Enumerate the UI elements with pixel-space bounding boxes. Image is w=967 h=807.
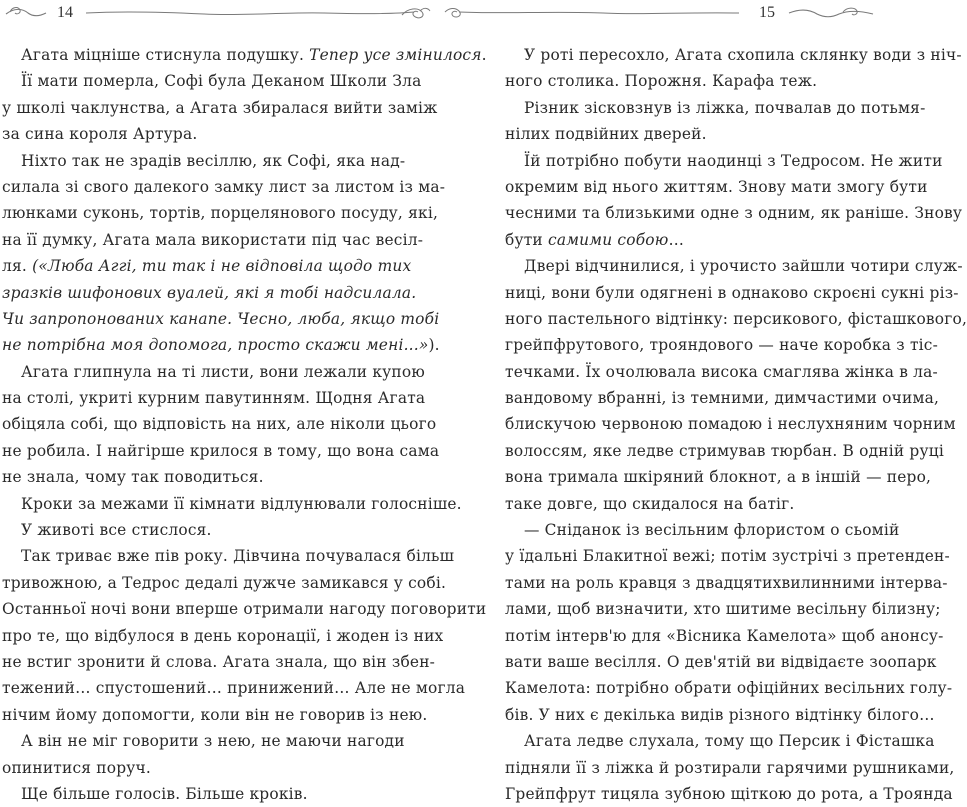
text-line xyxy=(505,649,937,675)
text-line xyxy=(505,623,944,649)
text-line xyxy=(505,570,948,596)
text-segment: Двері відчинилися, і урочисто зайшли чотири служ- xyxy=(524,257,963,276)
text-segment: Ніхто так не зрадів весіллю, як Софі, яка над- xyxy=(21,151,406,170)
text-segment: вона тримала шкіряний блокнот, а в іншій — перо, xyxy=(505,468,932,487)
text-line xyxy=(2,649,436,675)
text-segment: Агата ледве слухала, тому що Персик і Фісташка xyxy=(524,732,935,751)
text-line xyxy=(2,359,425,385)
text-line xyxy=(2,675,466,701)
scroll-flourish-icon xyxy=(4,2,48,24)
text-line xyxy=(2,543,455,569)
text-line xyxy=(2,253,412,279)
text-line xyxy=(505,332,939,358)
text-line xyxy=(505,702,935,728)
text-segment: тами на роль кравця з двадцятихвилинними інтерва- xyxy=(505,573,948,592)
text-segment: обіцяла собі, що відповість на них, але ніколи цього xyxy=(2,415,437,434)
italic-segment: самими собою xyxy=(548,230,669,249)
text-line xyxy=(505,491,879,517)
text-line xyxy=(505,517,900,543)
text-segment: потім інтерв'ю для «Вісника Камелота» щоб анонсу- xyxy=(505,626,944,645)
text-segment: не знала, чому так поводиться. xyxy=(2,468,264,487)
text-line xyxy=(2,570,447,596)
text-segment: силала зі свого далекого замку лист за листом із ма- xyxy=(2,177,446,196)
left-page-text xyxy=(2,42,487,807)
text-line xyxy=(505,385,940,411)
scroll-flourish-icon xyxy=(443,2,743,24)
text-segment: . xyxy=(481,46,487,64)
text-line xyxy=(505,438,944,464)
text-segment: підняли її з ліжка й розтирали гарячими рушниками, xyxy=(505,758,955,777)
text-line xyxy=(2,623,444,649)
text-segment: Ще більше голосів. Більше кроків. xyxy=(21,784,308,803)
text-segment: блискучою червоною помадою і неслухняним чорним xyxy=(505,415,956,434)
text-line xyxy=(2,42,487,68)
text-line xyxy=(505,253,963,279)
text-segment: вати ваше весілля. О дев'ятій ви відвідаєте зоопарк xyxy=(505,652,937,671)
text-line xyxy=(505,675,953,701)
text-line xyxy=(2,385,426,411)
text-line xyxy=(2,280,417,306)
text-segment: люнками суконь, тортів, порцелянового посуду, які, xyxy=(2,204,439,223)
text-segment: волоссям, яке ледве стримував тюрбан. В одній руці xyxy=(505,441,944,460)
text-segment: тежений… спустошений… принижений… Але не могла xyxy=(2,679,466,698)
italic-segment: Тепер усе змінилося xyxy=(309,46,482,64)
text-segment: вандовому вбранні, із темними, димчастими очима, xyxy=(505,389,940,408)
text-line xyxy=(505,42,962,68)
text-segment: окремим від нього життям. Знову мати змогу бути xyxy=(505,177,928,196)
text-line xyxy=(2,200,439,226)
italic-segment: Чи запропонованих канапе. Чесно, люба, якщо тобі xyxy=(2,309,440,328)
text-segment: Камелота: потрібно обрати офіційних весільних голу- xyxy=(505,679,953,698)
text-segment: течками. Їх очолювала висока смаглява жінка в ла- xyxy=(505,362,938,381)
text-line xyxy=(2,227,424,253)
italic-segment: зразків шифонових вуалей, які я тобі надсилала. xyxy=(2,283,417,302)
text-segment: — Сніданок із весільним флористом о сьомій xyxy=(524,521,900,540)
text-line xyxy=(505,411,956,437)
text-line xyxy=(505,781,953,807)
text-line xyxy=(505,543,950,569)
text-line xyxy=(2,755,380,781)
text-line xyxy=(505,306,967,332)
text-line xyxy=(2,148,406,174)
text-segment: у їдальні Блакитної вежі; потім зустрічі з претенден- xyxy=(505,547,950,566)
text-segment: нілих подвійних дверей. xyxy=(505,125,707,144)
text-line xyxy=(505,280,959,306)
text-segment: Так триває вже пів року. Дівчина почувалася більш xyxy=(21,547,455,566)
text-line xyxy=(2,121,380,147)
text-line xyxy=(2,332,440,358)
text-segment: про те, що відбулося в день коронації, і жоден із них xyxy=(2,626,444,645)
text-segment: Останньої ночі вони вперше отримали нагоду поговорити xyxy=(2,600,487,619)
text-line xyxy=(2,464,380,490)
text-line xyxy=(2,438,440,464)
text-segment: ниці, вони були одягнені в однаково скроєні сукні різ- xyxy=(505,283,959,302)
text-segment: не встиг зронити й слова. Агата знала, що він збен- xyxy=(2,652,436,671)
text-line xyxy=(2,596,487,622)
text-line xyxy=(2,306,440,332)
text-segment: тривожною, а Тедрос дедалі дужче замикався у собі. xyxy=(2,573,447,592)
text-segment: Їй потрібно побути наодинці з Тедросом. Не жити xyxy=(524,151,943,170)
text-segment: Різник зісковзнув із ліжка, почвалав до потьмя- xyxy=(524,98,926,117)
text-line xyxy=(505,200,963,226)
text-segment: опинитися поруч. xyxy=(2,758,151,777)
left-page-header xyxy=(0,2,441,24)
text-line xyxy=(505,121,879,147)
text-line xyxy=(505,174,928,200)
text-line xyxy=(2,174,446,200)
text-line xyxy=(2,517,380,543)
text-line xyxy=(2,411,437,437)
text-segment: У животі все стислося. xyxy=(21,521,212,540)
text-segment: Агата міцніше стиснула подушку. xyxy=(21,46,310,64)
text-line xyxy=(505,359,938,385)
right-page xyxy=(441,0,967,803)
text-segment: А він не міг говорити з нею, не маючи нагоди xyxy=(21,732,405,751)
text-line xyxy=(2,95,438,121)
italic-segment: не потрібна моя допомога, просто скажи мені...» xyxy=(2,336,429,355)
text-line xyxy=(505,68,879,94)
text-segment: Агата глипнула на ті листи, вони лежали купою xyxy=(21,362,425,381)
text-line xyxy=(2,781,380,807)
text-segment: бути xyxy=(505,230,548,249)
text-line xyxy=(505,596,941,622)
text-segment: У роті пересохло, Агата схопила склянку води з ніч- xyxy=(524,46,962,64)
scroll-flourish-icon xyxy=(787,2,877,24)
text-segment: ного пастельного відтінку: персикового, фісташкового, xyxy=(505,309,967,328)
text-line xyxy=(505,227,879,253)
scroll-flourish-icon xyxy=(84,2,432,24)
right-page-header xyxy=(441,2,882,24)
text-segment: бів. У них є декілька видів різного відтінку білого… xyxy=(505,705,935,724)
text-line xyxy=(505,755,955,781)
text-line xyxy=(505,95,926,121)
text-segment: нічим йому допомогти, коли він не говорив із нею. xyxy=(2,705,428,724)
text-segment: лами, щоб визначити, хто шитиме весільну білизну; xyxy=(505,600,941,619)
text-segment: Грейпфрут тицяла зубною щіткою до рота, а Троянда xyxy=(505,784,953,803)
text-segment: на її думку, Агата мала використати під час весіл- xyxy=(2,230,424,249)
text-segment: Кроки за межами її кімнати відлунювали голосніше. xyxy=(21,494,462,513)
right-page-text xyxy=(505,42,967,807)
text-segment: чесними та близькими одне з одним, як раніше. Знову xyxy=(505,204,963,223)
text-line xyxy=(505,148,943,174)
page-number: 14 xyxy=(57,4,73,21)
italic-segment: («Люба Аггі, ти так і не відповіла щодо тих xyxy=(32,257,412,276)
text-line xyxy=(505,728,935,754)
text-segment: грейпфрутового, трояндового — наче коробка з тіс- xyxy=(505,336,939,355)
text-segment: на столі, укриті курним павутинням. Щодня Агата xyxy=(2,389,426,408)
text-segment: Її мати померла, Софі була Деканом Школи Зла xyxy=(21,72,422,91)
text-line xyxy=(505,464,932,490)
text-segment: таке довге, що скидалося на батіг. xyxy=(505,494,795,513)
text-line xyxy=(2,491,462,517)
text-segment: у школі чаклунства, а Агата збиралася вийти заміж xyxy=(2,98,438,117)
text-line xyxy=(2,702,428,728)
text-segment: ). xyxy=(428,336,440,355)
text-segment: ного столика. Порожня. Карафа теж. xyxy=(505,72,818,91)
page-number: 15 xyxy=(759,4,775,21)
text-segment: за сина короля Артура. xyxy=(2,125,198,144)
text-line xyxy=(2,728,405,754)
text-segment: … xyxy=(668,230,685,249)
text-segment: не робила. І найгірше крилося в тому, що вона сама xyxy=(2,441,440,460)
text-segment: ля. xyxy=(2,257,33,276)
text-line xyxy=(2,68,422,94)
